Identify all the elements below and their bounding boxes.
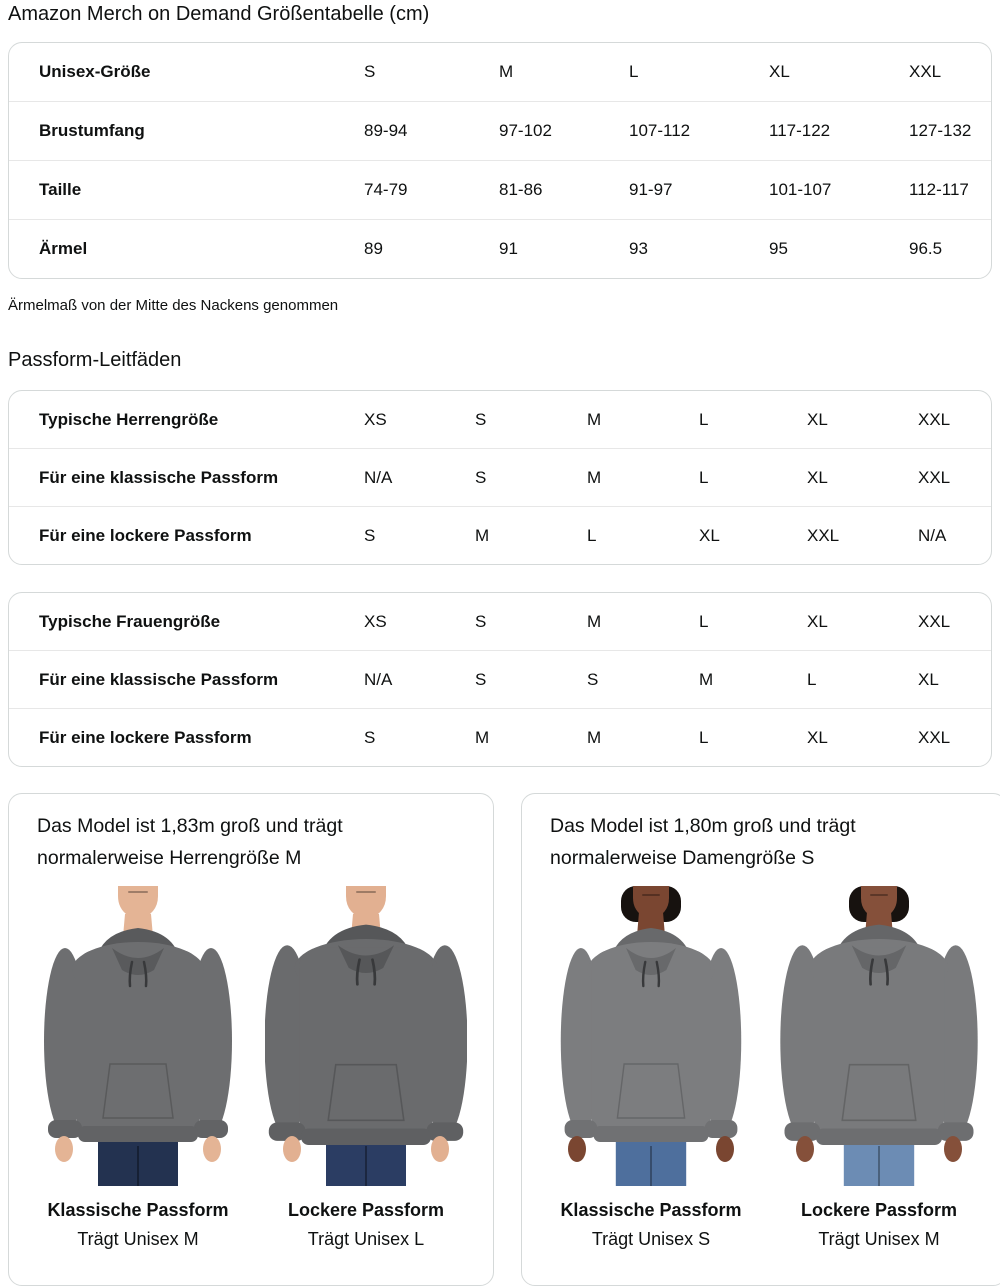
row-label: Taille [39,180,82,199]
table-row [9,101,991,160]
model-photo-loose-fit [778,886,980,1253]
row-label: Für eine klassische Passform [39,669,279,689]
size-cell: M [587,611,602,631]
hand [431,1136,449,1162]
measure-cell: 112-117 [909,180,969,199]
size-cell: M [587,409,602,429]
measure-cell: 107-112 [629,121,691,140]
size-cell: M [587,467,602,487]
model-photo-classic-fit [37,886,239,1253]
size-cell: XL [807,727,828,747]
hand [944,1136,962,1162]
hand [568,1136,586,1162]
size-cell: L [699,409,709,429]
hand [716,1136,734,1162]
size-cell: S [364,62,376,81]
hand [796,1136,814,1162]
measure-cell: 81-86 [499,180,543,199]
size-cell: S [364,525,376,545]
worn-size-label: Trägt Unisex M [77,1229,199,1249]
hoodie-model-illustration [265,886,467,1186]
worn-size-label: Trägt Unisex M [818,1229,940,1249]
worn-size-label: Trägt Unisex S [591,1229,711,1249]
size-cell: XXL [918,611,951,631]
model-cards-row [8,793,992,1286]
table-row [9,219,991,278]
row-label: Typische Frauengröße [39,611,221,631]
measure-cell: 95 [769,239,788,258]
model-description: Das Model ist 1,80m groß und trägt normalerweise Damengröße S [550,815,856,869]
measure-cell: 89 [364,239,383,258]
size-cell: L [699,467,709,487]
measure-cell: 101-107 [769,180,832,199]
size-cell: XS [364,409,387,429]
size-cell: XL [918,669,939,689]
model-description: Das Model ist 1,83m groß und trägt normalerweise Herrengröße M [37,815,343,869]
figures-row [37,886,467,1253]
size-cell: L [807,669,817,689]
hand [283,1136,301,1162]
fit-guides-heading: Passform-Leitfäden [8,349,182,371]
size-cell: N/A [918,525,947,545]
size-cell: S [475,409,487,429]
size-cell: XXL [918,409,951,429]
model-photo-classic-fit [550,886,752,1253]
fit-type-label: Lockere Passform [287,1200,445,1220]
model-photo-loose-fit [265,886,467,1253]
row-label: Brustumfang [39,121,145,140]
size-cell: S [475,611,487,631]
mens-fit-guide-table [8,390,992,565]
table-row [9,160,991,219]
worn-size-label: Trägt Unisex L [307,1229,425,1249]
womens-model-card [521,793,1000,1286]
sleeve-measure-footnote: Ärmelmaß von der Mitte des Nackens genommen [8,297,339,314]
size-cell: XS [364,611,387,631]
table-row [9,506,991,564]
size-cell: S [587,669,599,689]
size-cell: XL [699,525,720,545]
table-row [9,650,991,708]
page-title: Amazon Merch on Demand Größentabelle (cm) [8,3,430,25]
mens-model-card [8,793,494,1286]
size-cell: L [629,62,639,81]
measure-cell: 74-79 [364,180,408,199]
size-cell: XL [807,611,828,631]
size-cell: M [587,727,602,747]
size-cell: M [475,525,490,545]
row-label: Typische Herrengröße [39,409,219,429]
hand [55,1136,73,1162]
hand [203,1136,221,1162]
size-cell: S [364,727,376,747]
table-row [9,448,991,506]
womens-fit-guide-table [8,592,992,767]
fit-type-label: Klassische Passform [47,1200,229,1220]
hoodie-model-illustration [37,886,239,1186]
table-row [9,43,991,101]
size-cell: N/A [364,669,393,689]
measure-cell: 91-97 [629,180,673,199]
measure-cell: 117-122 [769,121,831,140]
size-cell: XXL [918,467,951,487]
table-row [9,708,991,766]
size-cell: XXL [807,525,840,545]
size-cell: M [475,727,490,747]
size-cell: XXL [909,62,942,81]
fit-type-label: Klassische Passform [560,1200,742,1220]
row-label: Für eine klassische Passform [39,467,279,487]
size-cell: XL [807,409,828,429]
row-label: Ärmel [39,239,88,258]
size-cell: S [475,669,487,689]
size-cell: XXL [918,727,951,747]
measure-cell: 127-132 [909,121,972,140]
table-row [9,391,991,448]
size-cell: L [699,611,709,631]
size-cell: L [587,525,597,545]
measure-cell: 93 [629,239,648,258]
size-cell: XL [807,467,828,487]
row-label: Für eine lockere Passform [39,525,252,545]
hoodie-model-illustration [550,886,752,1186]
size-cell: M [499,62,514,81]
row-label: Unisex-Größe [39,62,151,81]
measure-cell: 91 [499,239,518,258]
size-cell: M [699,669,714,689]
table-row [9,593,991,650]
row-label: Für eine lockere Passform [39,727,252,747]
figures-row [550,886,980,1253]
measure-cell: 97-102 [499,121,552,140]
measure-cell: 96.5 [909,239,943,258]
hoodie-model-illustration [778,886,980,1186]
size-cell: XL [769,62,790,81]
size-cell: N/A [364,467,393,487]
measure-cell: 89-94 [364,121,408,140]
unisex-size-table [8,42,992,279]
fit-type-label: Lockere Passform [800,1200,958,1220]
size-cell: S [475,467,487,487]
size-cell: L [699,727,709,747]
